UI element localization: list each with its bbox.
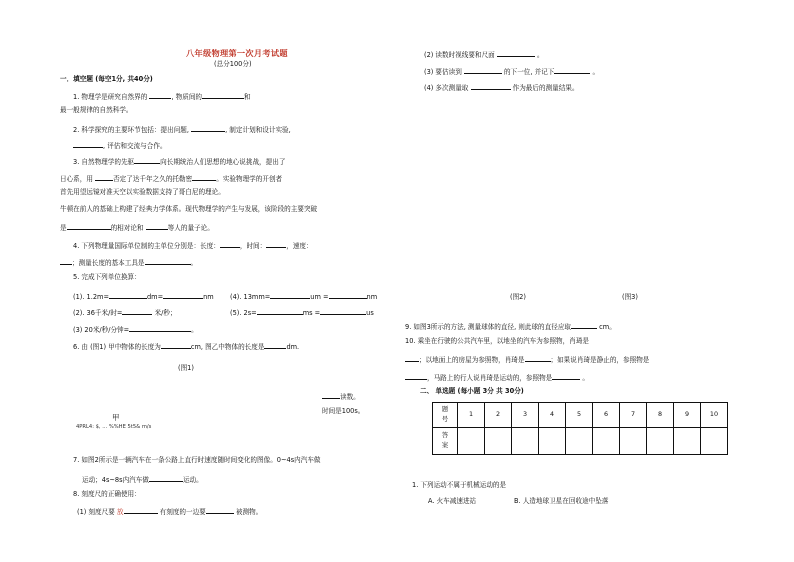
question-5: 5. 完成下列单位换算： — [73, 273, 141, 281]
question-7-cont: 运动；4s~8s内汽车做 运动。 — [82, 476, 203, 484]
question-3-line4: 牛顿在前人的基础上构建了经典力学体系。现代物理学的产生与发展，该阶段的主要突破 — [60, 205, 318, 213]
table-cell-number: 5 — [566, 403, 593, 428]
answer-cell[interactable] — [458, 428, 485, 455]
question-3-line2: 日心系，用 否定了达千年之久的托勒密 。实验物理学的开创者 — [60, 175, 283, 183]
question-8-1: (1) 刻度尺要 放 有刻度的一边要 被测物。 — [77, 508, 263, 516]
figure-2-caption: (图2) — [510, 293, 526, 301]
question-2-cont: , 评估和交流与合作。 — [73, 140, 167, 151]
table-cell-number: 6 — [593, 403, 620, 428]
figure-time-label: 时间是100s。 — [322, 407, 365, 415]
figure-scale-text: 4PRL4: $, ... %%HE 5t5& m/s — [76, 424, 152, 430]
figure-jia-label: 甲 — [112, 413, 120, 422]
question-6: 6. 由 (图1) 甲中物体的长度为 cm, 图乙中物体的长度是 dm. — [73, 343, 300, 351]
table-cell-number: 8 — [647, 403, 674, 428]
table-cell-number: 3 — [512, 403, 539, 428]
question-3-line5: 是 的相对论和 等人的量子论。 — [60, 224, 214, 232]
conversion-2: (2). 36千米/时= 米/秒； — [73, 309, 177, 317]
question-10-line3: ，马路上的行人说肖琦是运动的，参照物是 。 — [405, 372, 589, 383]
question-8: 8. 刻度尺的正确使用： — [73, 490, 141, 498]
conversion-5: (5). 2s= ms = us — [230, 309, 374, 317]
answer-cell[interactable] — [647, 428, 674, 455]
answer-cell[interactable] — [593, 428, 620, 455]
table-header-number: 题 号 — [433, 403, 458, 428]
conversion-4: (4). 13mm= um = nm — [230, 293, 378, 301]
mc-option-b: B. 人造地球卫星在回收途中坠落 — [514, 497, 609, 505]
question-9: 9. 如图3所示的方法, 测量球体的直径, 则此球的直径应取 cm。 — [405, 323, 616, 331]
section2-heading: 二、 单选题 (每小题 3分 共 30分) — [420, 387, 524, 395]
question-7: 7. 如图2所示是一辆汽车在一条公路上直行时速度随时间变化的图像。0~4s内汽车做 — [73, 456, 321, 464]
figure-3-caption: (图3) — [622, 293, 638, 301]
table-cell-number: 9 — [674, 403, 701, 428]
answer-table — [432, 402, 728, 455]
question-4-cont: ；测量长度的基本工具是 。 — [60, 257, 197, 268]
score-note: (总分100分) — [214, 60, 252, 68]
answer-cell[interactable] — [539, 428, 566, 455]
question-10: 10. 乘坐在行驶的公共汽车里，以地坐的汽车为参照物，肖琦是 — [405, 337, 590, 345]
question-8-2: (2) 读数时视线要和尺面 。 — [424, 51, 544, 59]
question-8-4: (4) 多次测量取 作为最后的测量结果。 — [424, 84, 579, 92]
question-3-line3: 首先用望远镜对准天空以实验数据支持了哥白尼的理论。 — [60, 188, 225, 196]
figure-1-caption: (图1) — [178, 364, 194, 372]
conversion-3: (3) 20米/秒/分钟= 。 — [73, 326, 198, 334]
answer-cell[interactable] — [620, 428, 647, 455]
answer-cell[interactable] — [485, 428, 512, 455]
question-10-line2: ；以地面上的房屋为参照物，肖琦是 ；如果说肖琦是静止的，参照物是 — [405, 354, 649, 365]
table-cell-number: 1 — [458, 403, 485, 428]
question-2: 2. 科学探究的主要环节包括：提出问题, , 制定计划和设计实验, — [73, 126, 291, 134]
answer-cell[interactable] — [701, 428, 728, 455]
page-title: 八年级物理第一次月考试题 — [186, 48, 288, 58]
table-cell-number: 4 — [539, 403, 566, 428]
figure-read-label: 读数。 — [322, 391, 360, 402]
question-1-cont: 最一般规律的自然科学。 — [60, 106, 133, 114]
conversion-1: (1). 1.2m= dm= nm — [73, 293, 214, 301]
answer-cell[interactable] — [512, 428, 539, 455]
table-cell-number: 10 — [701, 403, 728, 428]
answer-cell[interactable] — [566, 428, 593, 455]
question-3: 3. 自然物理学的先驱 向长期统治人们思想的地心说挑战，提出了 — [73, 158, 286, 166]
table-cell-number: 7 — [620, 403, 647, 428]
table-header-answer: 答 案 — [433, 428, 458, 455]
mc-question-1: 1. 下列运动不属于机械运动的是 — [412, 481, 507, 489]
section1-heading: 一．填空题 (每空1分, 共40分) — [60, 75, 153, 83]
question-4: 4. 下列物理量国际单位制的主单位分别是：长度： ，时间： ，速度： — [73, 242, 313, 250]
question-1: 1. 物理学是研究自然界的 , 物质间的 和 — [73, 93, 251, 101]
question-8-3: (3) 要估读到 的下一位, 并记下 。 — [424, 68, 600, 76]
mc-option-a: A. 火车减速进站 — [428, 497, 477, 505]
answer-cell[interactable] — [674, 428, 701, 455]
table-cell-number: 2 — [485, 403, 512, 428]
